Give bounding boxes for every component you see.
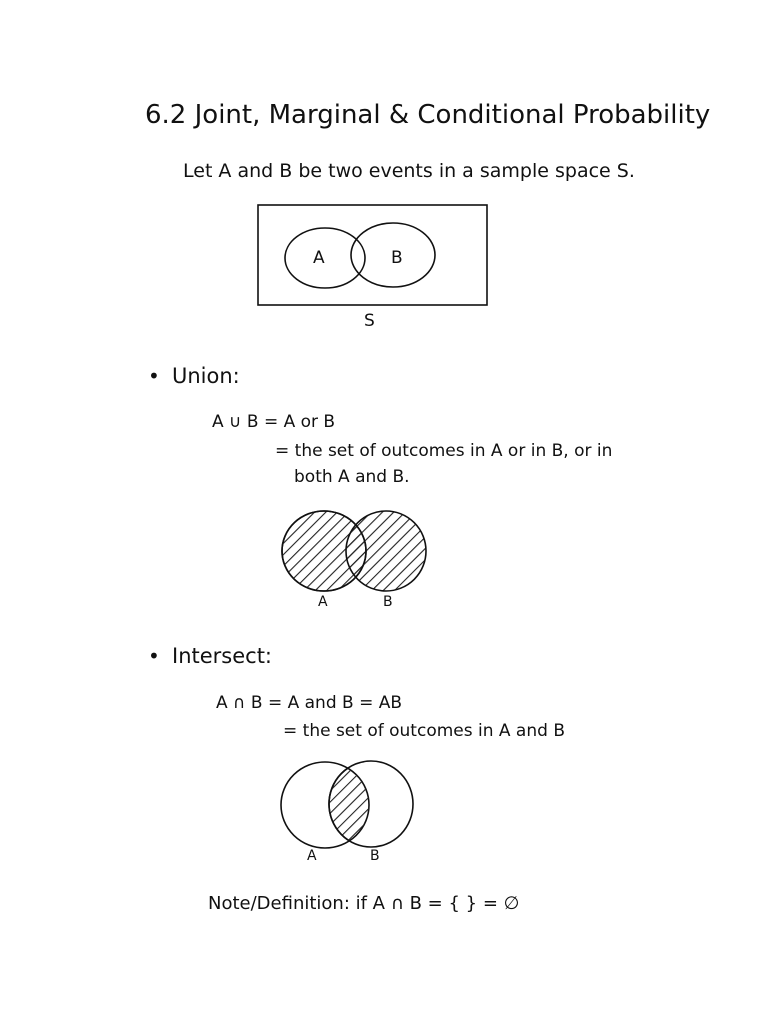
intro-text: Let A and B be two events in a sample space S. [183,160,635,182]
union-definition-line1: = the set of outcomes in A or in B, or in [275,441,613,461]
union-heading: Union: [172,364,240,388]
union-label-b: B [383,594,393,610]
union-equation: A ∪ B = A or B [212,412,336,432]
intersect-equation: A ∩ B = A and B = AB [216,693,403,713]
sample-space-rect [258,205,487,305]
intersect-label-a: A [307,848,317,864]
intersect-label-b: B [370,848,380,864]
event-b-label: B [391,248,403,268]
intersect-bullet: • [148,644,160,668]
union-label-a: A [318,594,328,610]
union-definition-line2: both A and B. [294,467,410,487]
intersect-heading: Intersect: [172,644,273,668]
intersect-definition: = the set of outcomes in A and B [283,721,565,741]
page-title: 6.2 Joint, Marginal & Conditional Probability [145,100,711,130]
union-bullet: • [148,364,160,388]
union-venn-diagram [282,511,426,591]
event-a-circle [285,228,365,288]
note-definition: Note/Definition: if A ∩ B = { } = ∅ [208,893,520,914]
event-a-label: A [313,248,325,268]
sample-space-label: S [364,311,375,331]
intersect-venn-diagram [281,761,413,848]
